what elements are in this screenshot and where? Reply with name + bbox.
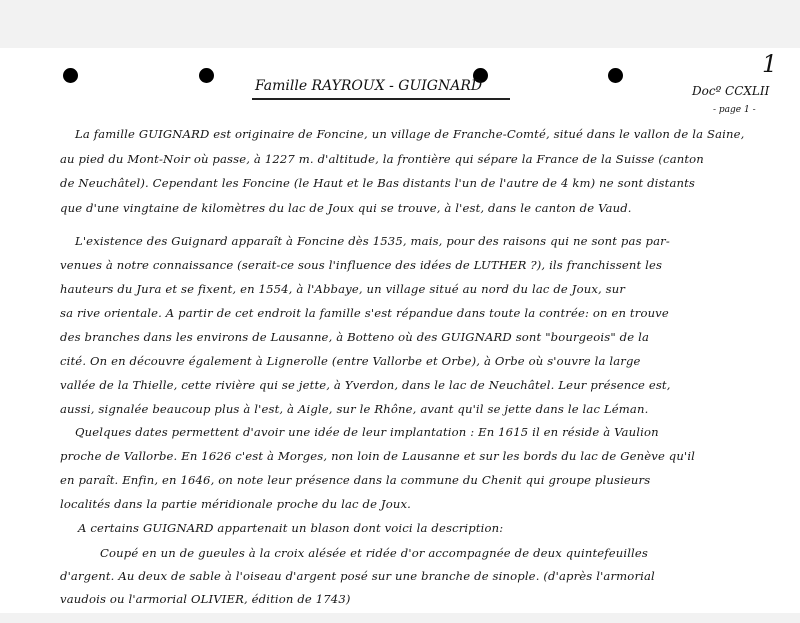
text-line: aussi, signalée beaucoup plus à l'est, à Aigle, sur le Rhône, avant qu'il se jette dans le lac Léman. xyxy=(60,402,649,416)
document-title: Famille RAYROUX - GUIGNARD xyxy=(255,78,483,94)
text-line: Coupé en un de gueules à la croix alésée et ridée d'or accompagnée de deux quintefeuilles xyxy=(100,546,649,560)
text-line: venues à notre connaissance (serait-ce sous l'influence des idées de LUTHER ?), ils franchissent les xyxy=(60,258,663,272)
text-line: vallée de la Thielle, cette rivière qui se jette, à Yverdon, dans le lac de Neuchâtel. Leur présence est, xyxy=(60,378,671,392)
text-line: en paraît. Enfin, en 1646, on note leur présence dans la commune du Chenit qui groupe plusieurs xyxy=(60,473,651,487)
text-line: de Neuchâtel). Cependant les Foncine (le Haut et le Bas distants l'un de l'autre de 4 km) ne sont distants xyxy=(60,176,696,190)
text-line: Quelques dates permettent d'avoir une idée de leur implantation : En 1615 il en réside à Vaulion xyxy=(75,425,659,439)
title-underline xyxy=(252,98,510,100)
text-line: La famille GUIGNARD est originaire de Foncine, un village de Franche-Comté, situé dans le vallon de la Saine, xyxy=(75,127,745,141)
text-line: que d'une vingtaine de kilomètres du lac de Joux qui se trouve, à l'est, dans le canton de Vaud. xyxy=(60,201,632,215)
page-label: - page 1 - xyxy=(713,105,756,115)
text-line: au pied du Mont-Noir où passe, à 1227 m. d'altitude, la frontière qui sépare la France de la Suisse (canton xyxy=(60,152,704,166)
document-page xyxy=(0,48,800,613)
text-line: des branches dans les environs de Lausanne, à Botteno où des GUIGNARD sont "bourgeois" de la xyxy=(60,330,650,344)
document-reference: Docº CCXLII xyxy=(692,84,770,98)
text-line: localités dans la partie méridionale proche du lac de Joux. xyxy=(60,497,412,511)
text-line: sa rive orientale. A partir de cet endroit la famille s'est répandue dans toute la contrée: on en trouve xyxy=(60,306,669,320)
text-line: vaudois ou l'armorial OLIVIER, édition de 1743) xyxy=(60,592,351,606)
text-line: A certains GUIGNARD appartenait un blason dont voici la description: xyxy=(78,521,504,535)
text-line: cité. On en découvre également à Lignerolle (entre Vallorbe et Orbe), à Orbe où s'ouvre la large xyxy=(60,354,641,368)
page-number: 1 xyxy=(762,50,778,78)
punch-hole-icon xyxy=(199,68,214,83)
text-line: hauteurs du Jura et se fixent, en 1554, à l'Abbaye, un village situé au nord du lac de Joux, sur xyxy=(60,282,626,296)
text-line: L'existence des Guignard apparaît à Foncine dès 1535, mais, pour des raisons qui ne sont pas par- xyxy=(75,234,670,248)
punch-hole-icon xyxy=(608,68,623,83)
text-line: d'argent. Au deux de sable à l'oiseau d'argent posé sur une branche de sinople. (d'après l'armorial xyxy=(60,569,655,583)
punch-hole-icon xyxy=(63,68,78,83)
text-line: proche de Vallorbe. En 1626 c'est à Morges, non loin de Lausanne et sur les bords du lac de Genève qu'il xyxy=(60,449,696,463)
